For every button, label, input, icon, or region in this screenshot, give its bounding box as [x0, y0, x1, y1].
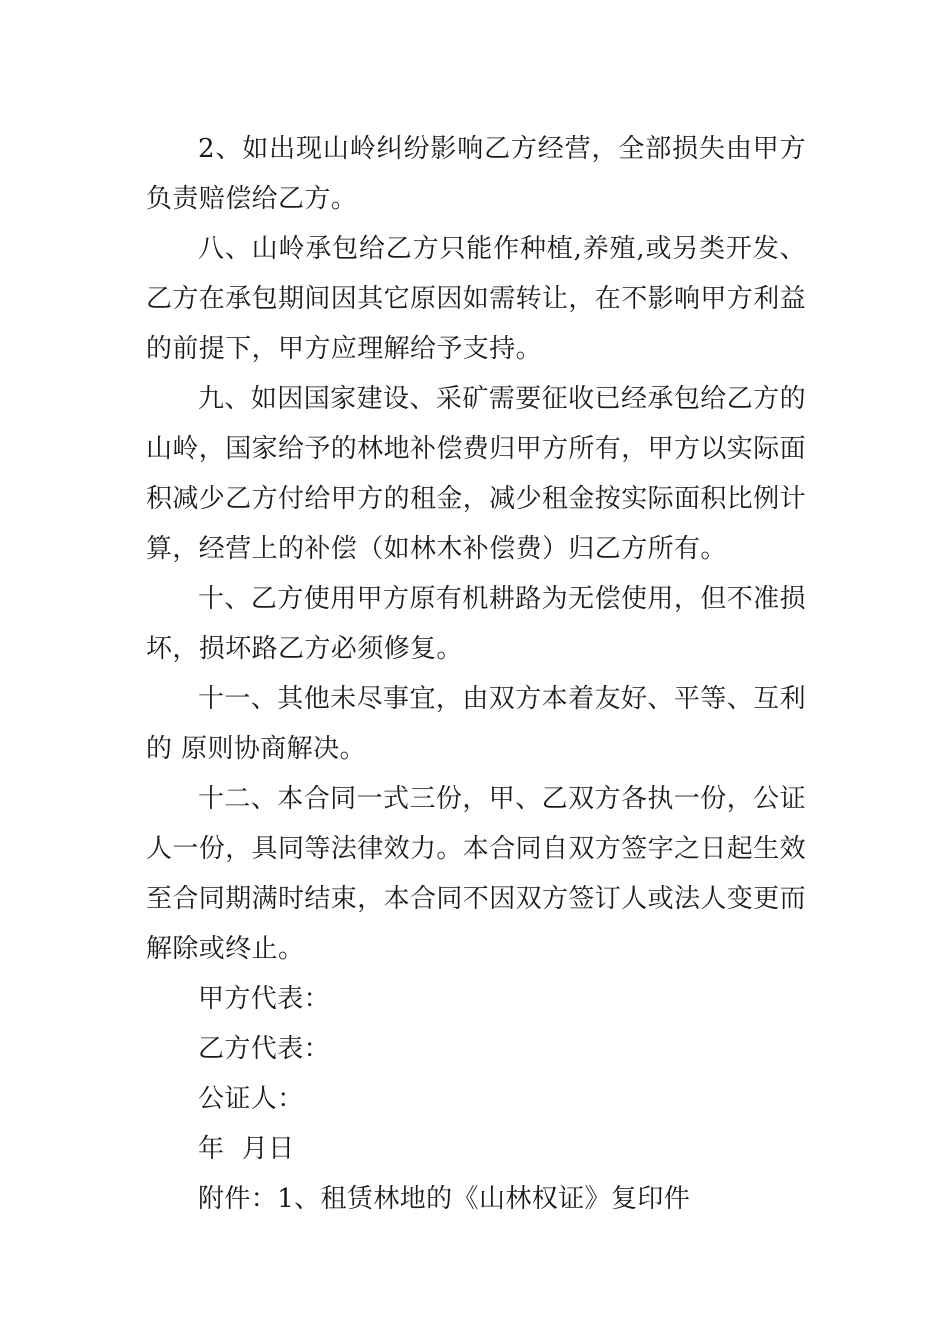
- document-body: [146, 124, 806, 1224]
- clause-paragraph: 八、山岭承包给乙方只能作种植,养殖,或另类开发、乙方在承包期间因其它原因如需转让，在不影响甲方利益的前提下，甲方应理解给予支持。: [146, 234, 807, 364]
- clause-paragraph: 九、如因国家建设、采矿需要征收已经承包给乙方的山岭，国家给予的林地补偿费归甲方所有，甲方以实际面积减少乙方付给甲方的租金，减少租金按实际面积比例计算，经营上的补偿（如林木补偿费）归乙方所有。: [146, 384, 807, 564]
- date-line: 年 月日: [198, 1134, 295, 1164]
- clause-paragraph: 十一、其他未尽事宜，由双方本着友好、平等、互利的 原则协商解决。: [146, 684, 806, 764]
- clause-paragraph: 十二、本合同一式三份，甲、乙双方各执一份，公证人一份，具同等法律效力。本合同自双方签字之日起生效至合同期满时结束，本合同不因双方签订人或法人变更而解除或终止。: [146, 784, 807, 964]
- clause-paragraph: 2、如出现山岭纠纷影响乙方经营，全部损失由甲方负责赔偿给乙方。: [146, 134, 806, 214]
- attachment-line: 附件：1、租赁林地的《山林权证》复印件: [198, 1184, 691, 1214]
- party-b-representative: 乙方代表：: [198, 1034, 331, 1064]
- notary-line: 公证人：: [198, 1084, 304, 1114]
- clause-paragraph: 十、乙方使用甲方原有机耕路为无偿使用，但不准损坏，损坏路乙方必须修复。: [146, 584, 806, 664]
- party-a-representative: 甲方代表：: [198, 984, 331, 1014]
